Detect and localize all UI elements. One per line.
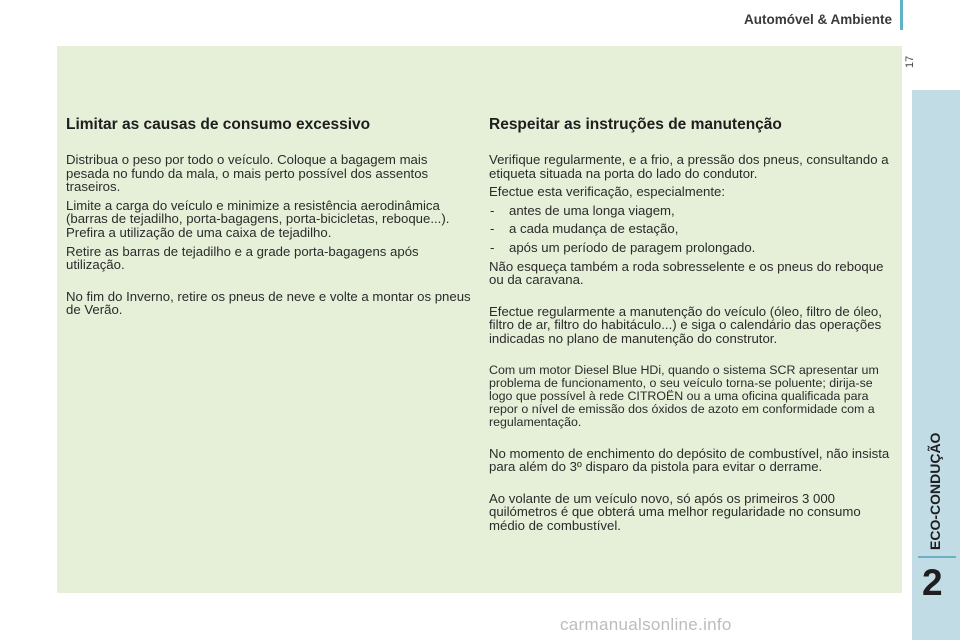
list-item: - antes de uma longa viagem, (489, 204, 899, 218)
right-paragraph-fuel: No momento de enchimento do depósito de combustível, não insista para além do 3º disparo da pistola para evitar o derrame. (489, 445, 890, 475)
right-paragraph-pressure: Verifique regularmente, e a frio, a pressão dos pneus, consultando a etiqueta situada na porta do lado do condutor. (489, 152, 889, 181)
right-paragraph-new-vehicle: Ao volante de um veículo novo, só após os primeiros 3 000 quilómetros é que obterá uma melhor regularidade no consumo médio de combustível. (489, 490, 861, 533)
left-heading: Limitar as causas de consumo excessivo (66, 116, 371, 133)
chapter-divider (918, 556, 956, 558)
right-list-intro: Efectue esta verificação, especialmente: (489, 184, 726, 200)
left-paragraph-tyres: No fim do Inverno, retire os pneus de neve e volte a montar os pneus de Verão. (66, 288, 471, 318)
right-paragraph-maintenance: Efectue regularmente a manutenção do veículo (óleo, filtro de óleo, filtro de ar, filtro do habitáculo...) e siga o calendário das operações indicadas no plano de manutenção do construtor. (489, 303, 882, 346)
right-column (489, 116, 899, 538)
list-item: - após um período de paragem prolongado. (489, 241, 899, 255)
left-paragraph-weight: Distribua o peso por todo o veículo. Coloque a bagagem mais pesada no fundo da mala, o mais perto possível dos assentos traseiros. (66, 152, 429, 195)
right-paragraph-scr: Com um motor Diesel Blue HDi, quando o sistema SCR apresentar um problema de funcionamento, o seu veículo torna-se poluente; dirija-se logo que possível à rede CITROËN ou a uma oficina qualificada para repor o nível de emissão dos óxidos de azoto em conformidade com a regulamentação. (489, 362, 879, 429)
header-accent-rule (900, 0, 903, 30)
left-column (66, 116, 471, 322)
watermark: carmanualsonline.info (560, 615, 732, 634)
right-heading: Respeitar as instruções de manutenção (489, 116, 782, 133)
left-paragraph-roof-bars: Retire as barras de tejadilho e a grade porta-bagagens após utilização. (66, 243, 419, 273)
page-number: 17 (904, 55, 916, 68)
section-title: Automóvel & Ambiente (743, 12, 892, 27)
right-paragraph-spare-wheel: Não esqueça também a roda sobresselente e os pneus do reboque ou da caravana. (489, 258, 884, 288)
left-paragraph-load: Limite a carga do veículo e minimize a resistência aerodinâmica (barras de tejadilho, porta-bagagens, porta-bicicletas, reboque...). Prefira a utilização de uma caixa de tejadilho. (66, 197, 450, 240)
chapter-label: ECO-CONDUÇÃO (927, 432, 943, 550)
chapter-number: 2 (922, 562, 943, 603)
list-item: - a cada mudança de estação, (489, 222, 899, 236)
check-list (489, 204, 899, 255)
